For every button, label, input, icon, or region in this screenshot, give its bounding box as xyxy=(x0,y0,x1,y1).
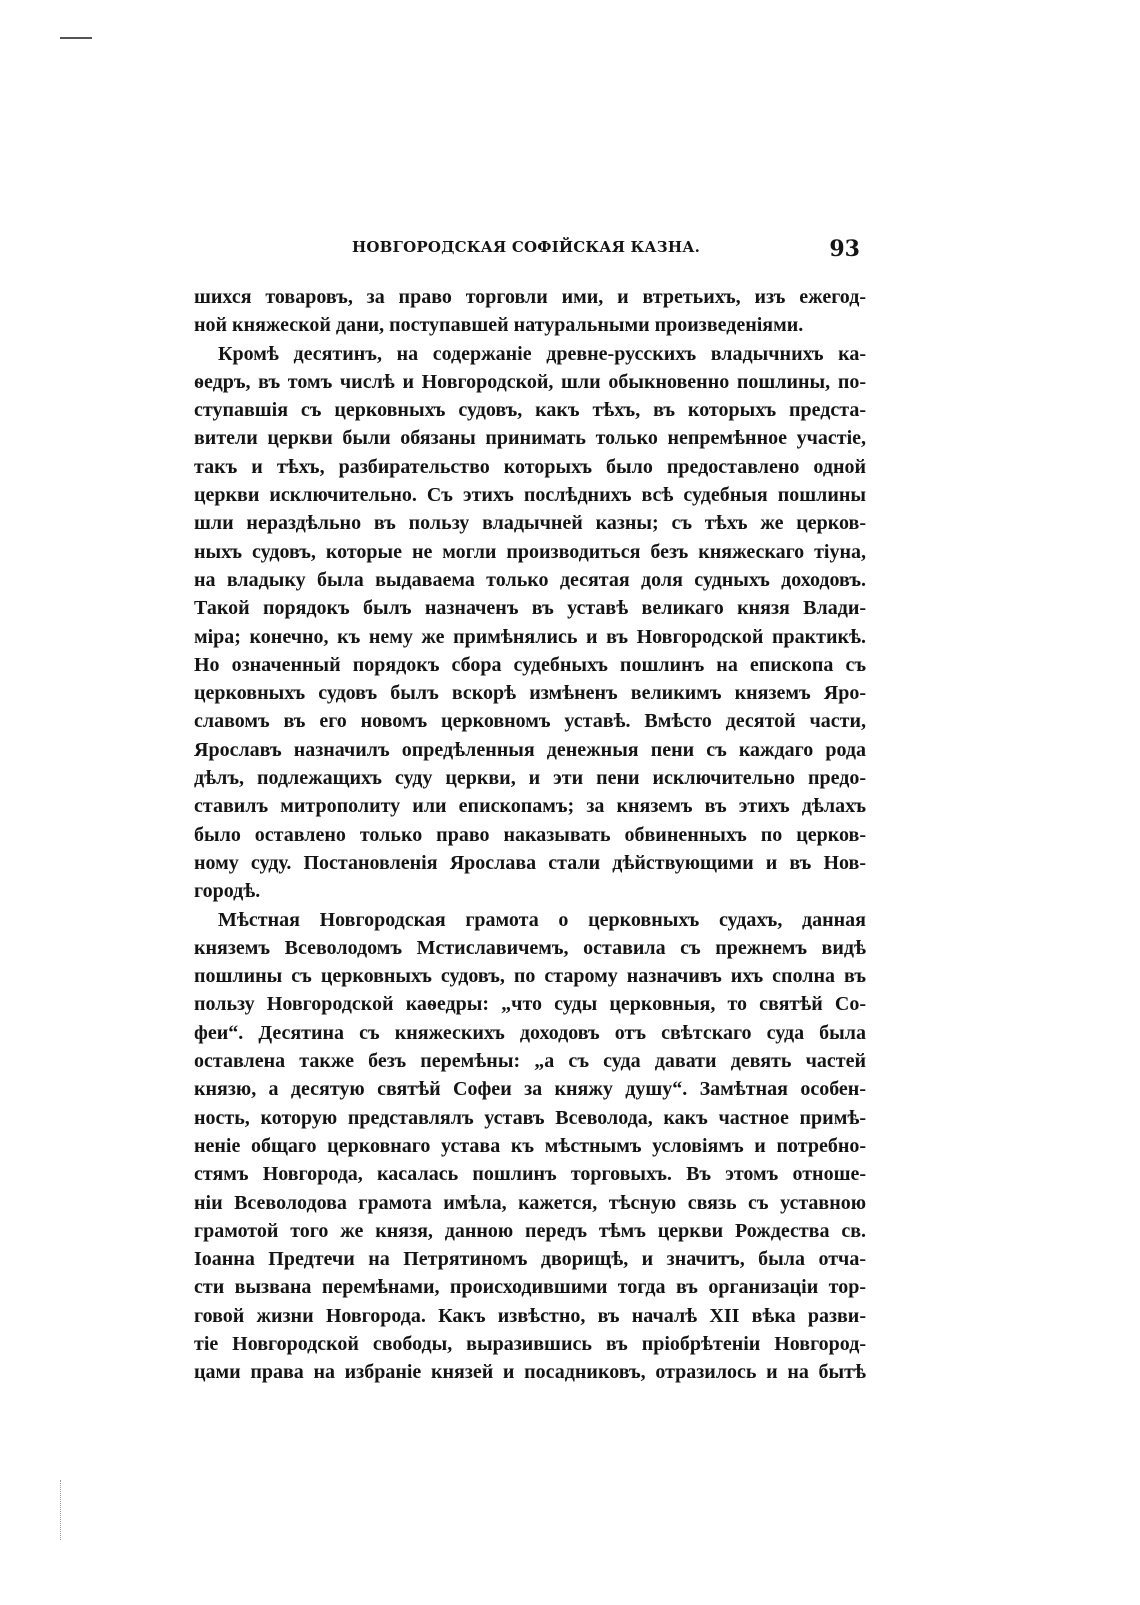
text-line: пошлины съ церковныхъ судовъ, по старому назначивъ ихъ сполна въ xyxy=(194,965,866,988)
text-line: вители церкви были обязаны принимать только непремѣнное участіе, xyxy=(194,427,866,450)
text-line: міра; конечно, къ нему же примѣнялись и въ Новгородской практикѣ. xyxy=(194,625,866,648)
text-line: Кромѣ десятинъ, на содержаніе древне-русскихъ владычнихъ ка- xyxy=(218,342,866,365)
text-line: славомъ въ его новомъ церковномъ уставѣ. Вмѣсто десятой части, xyxy=(194,710,866,733)
text-line: грамотой того же князя, данною передъ тѣмъ церкви Рождества св. xyxy=(194,1219,866,1242)
running-title: НОВГОРОДСКАЯ СОФІЙСКАЯ КАЗНА. xyxy=(352,238,701,256)
text-line: было оставлено только право наказывать обвиненныхъ по церков- xyxy=(194,823,866,846)
text-line: оставлена также безъ перемѣны: „а съ суда давати девять частей xyxy=(194,1050,866,1073)
text-line: Но означенный порядокъ сбора судебныхъ пошлинъ на епископа съ xyxy=(194,653,866,676)
text-line: шихся товаровъ, за право торговли ими, и втретьихъ, изъ ежегод- xyxy=(194,286,866,308)
text-line: ставилъ митрополиту или епископамъ; за княземъ въ этихъ дѣлахъ xyxy=(194,795,866,818)
text-line: на владыку была выдаваема только десятая доля судныхъ доходовъ. xyxy=(194,568,866,591)
text-line: княземъ Всеволодомъ Мстиславичемъ, оставила съ прежнемъ видѣ xyxy=(194,936,866,959)
text-line: Мѣстная Новгородская грамота о церковныхъ судахъ, данная xyxy=(218,908,866,931)
text-line: ность, которую представлялъ уставъ Всеволода, какъ частное примѣ- xyxy=(194,1106,866,1129)
page-number: 93 xyxy=(829,236,860,262)
text-line: ніи Всеволодова грамота имѣла, кажется, тѣсную связь съ уставною xyxy=(194,1191,866,1214)
text-line: ному суду. Постановленія Ярослава стали дѣйствующими и въ Нов- xyxy=(194,851,866,874)
text-line: ныхъ судовъ, которые не могли производиться безъ княжескаго тіуна, xyxy=(194,540,866,563)
text-line: шли нераздѣльно въ пользу владычней казны; съ тѣхъ же церков- xyxy=(194,512,866,535)
scan-edge-mark xyxy=(60,37,92,39)
text-line: феи“. Десятина съ княжескихъ доходовъ отъ свѣтскаго суда была xyxy=(194,1021,866,1044)
text-line: городѣ. xyxy=(194,880,261,903)
text-line: Іоанна Предтечи на Петрятиномъ дворищѣ, и значитъ, была отча- xyxy=(194,1248,866,1271)
text-line: ной княжеской дани, поступавшей натуральными произведеніями. xyxy=(194,314,804,337)
text-line: тіе Новгородской свободы, выразившись въ пріобрѣтеніи Новгород- xyxy=(194,1332,866,1355)
text-line: Такой порядокъ былъ назначенъ въ уставѣ великаго князя Влади- xyxy=(194,597,866,620)
text-line: пользу Новгородской каѳедры: „что суды церковныя, то святѣй Со- xyxy=(194,993,866,1016)
body-text xyxy=(194,283,866,1387)
text-line: говой жизни Новгорода. Какъ извѣстно, въ началѣ XII вѣка разви- xyxy=(194,1304,866,1327)
text-line: ѳедръ, въ томъ числѣ и Новгородской, шли обыкновенно пошлины, по- xyxy=(194,370,866,393)
text-line: неніе общаго церковнаго устава къ мѣстнымъ условіямъ и потребно- xyxy=(194,1134,866,1157)
text-line: цами права на избраніе князей и посадниковъ, отразилось и на бытѣ xyxy=(194,1361,866,1384)
text-line: ступавшія съ церковныхъ судовъ, какъ тѣхъ, въ которыхъ предста- xyxy=(194,399,866,422)
text-line: церковныхъ судовъ былъ вскорѣ измѣненъ великимъ княземъ Яро- xyxy=(194,682,866,705)
text-line: такъ и тѣхъ, разбирательство которыхъ было предоставлено одной xyxy=(194,455,866,478)
text-line: стямъ Новгорода, касалась пошлинъ торговыхъ. Въ этомъ отноше- xyxy=(194,1163,866,1186)
text-line: сти вызвана перемѣнами, происходившими тогда въ организаціи тор- xyxy=(194,1276,866,1299)
running-head xyxy=(352,236,860,262)
scan-margin-dots xyxy=(60,1480,63,1540)
text-line: церкви исключительно. Съ этихъ послѣднихъ всѣ судебныя пошлины xyxy=(194,484,866,507)
text-line: князю, а десятую святѣй Софеи за княжу душу“. Замѣтная особен- xyxy=(194,1078,866,1101)
text-line: дѣлъ, подлежащихъ суду церкви, и эти пени исключительно предо- xyxy=(194,767,866,790)
text-line: Ярославъ назначилъ опредѣленныя денежныя пени съ каждаго рода xyxy=(194,738,866,761)
